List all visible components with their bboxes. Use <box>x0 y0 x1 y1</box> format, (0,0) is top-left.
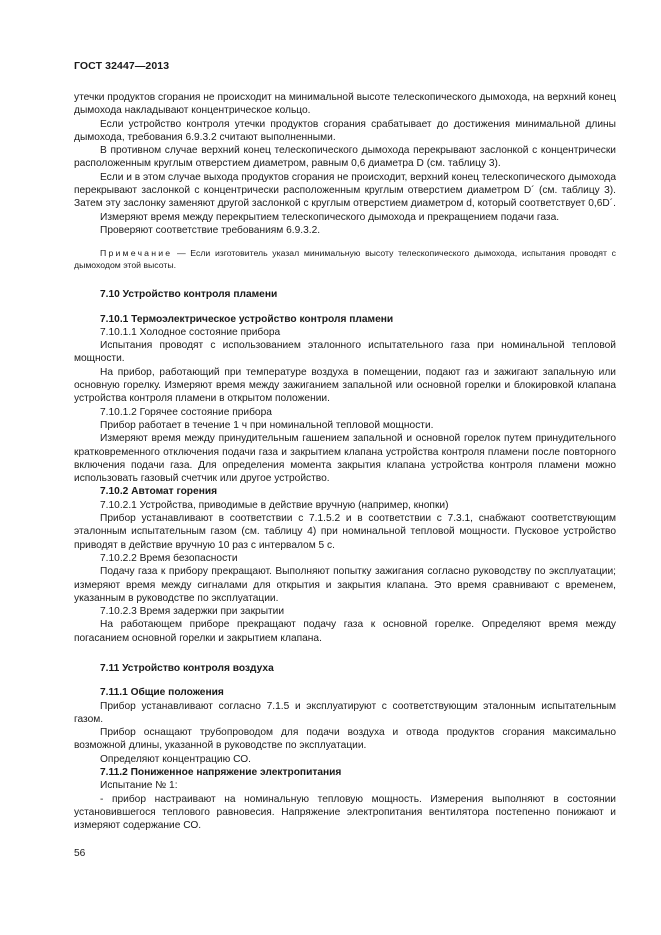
paragraph: Если и в этом случае выхода продуктов сгорания не происходит, верхний конец телескопического дымохода перекрывают заслонкой с концентрически расположенным круглым отверстием диаметром D´ (см. таблицу 3). Затем эту заслонку заменяют другой заслонкой с круглым отверстием диаметром d, который соответствует 0,6D´. <box>74 171 616 210</box>
subsection-heading: 7.10.2 Автомат горения <box>100 486 218 498</box>
section-heading: 7.11 Устройство контроля воздуха <box>100 662 274 674</box>
document-body <box>74 91 616 833</box>
paragraph: - прибор настраивают на номинальную тепловую мощность. Измерения выполняют в состоянии установившегося теплового равновесия. Напряжение электропитания вентилятора постепенно понижают и измеряют содержание СО. <box>74 793 616 832</box>
paragraph: Подачу газа к прибору прекращают. Выполняют попытку зажигания согласно руководству по эксплуатации; измеряют время между сигналами для открытия и закрытия клапана. Это время сравнивают с временем, указанным в руководстве по эксплуатации. <box>74 566 616 604</box>
paragraph: Измеряют время между принудительным гашением запальной и основной горелок путем принудительного кратковременного отключения подачи газа и закрытием клапана устройства контроля пламени после повторного включения подачи газа. Для определения момента закрытия клапана устройства контроля пламени можно использовать газовый счетчик или другое устройство. <box>74 433 616 485</box>
clause-heading: 7.10.1.1 Холодное состояние прибора <box>100 326 281 338</box>
page-number: 56 <box>74 848 86 859</box>
paragraph: Испытание № 1: <box>100 780 178 792</box>
paragraph: Измеряют время между перекрытием телескопического дымохода и прекращением подачи газа. <box>100 211 560 223</box>
paragraph: Испытания проводят с использованием эталонного испытательного газа при номинальной тепловой мощности. <box>74 340 616 365</box>
subsection-heading: 7.10.1 Термоэлектрическое устройство контроля пламени <box>100 313 394 325</box>
paragraph: Прибор оснащают трубопроводом для подачи воздуха и отвода продуктов сгорания максимально возможной длины, указанной в руководстве по эксплуатации. <box>74 727 616 752</box>
paragraph: Прибор устанавливают в соответствии с 7.1.5.2 и в соответствии с 7.3.1, снабжают соответствующим эталонным испытательным газом (см. таблицу 4) при номинальной тепловой мощности. Пусковое устройство приводят в действие вручную 10 раз с интервалом 5 с. <box>74 513 616 551</box>
paragraph: Проверяют соответствие требованиям 6.9.3.2. <box>100 224 321 236</box>
note-text: — Если изготовитель указал минимальную высоту телескопического дымохода, испытания проводят с дымоходом этой высоты. <box>74 248 616 270</box>
clause-heading: 7.10.2.1 Устройства, приводимые в действие вручную (например, кнопки) <box>100 499 449 511</box>
paragraph: В противном случае верхний конец телескопического дымохода перекрывают заслонкой с концентрически расположенным круглым отверстием диаметром, равным 0,6 диаметра D (см. таблицу 3). <box>74 145 616 170</box>
subsection-heading: 7.11.1 Общие положения <box>100 687 224 699</box>
paragraph: На прибор, работающий при температуре воздуха в помещении, подают газ и зажигают запальную или основную горелку. Измеряют время между зажиганием запальной или основной горелки и блокировкой клапана устройства контроля пламени в открытом положении. <box>74 366 616 405</box>
paragraph: утечки продуктов сгорания не происходит на минимальной высоте телескопического дымохода, на верхний конец дымохода накладывают концентрическое кольцо. <box>74 92 616 117</box>
paragraph: На работающем приборе прекращают подачу газа к основной горелке. Определяют время между погасанием основной горелки и закрытием клапана. <box>74 619 616 644</box>
note <box>74 248 616 271</box>
section-heading: 7.10 Устройство контроля пламени <box>100 289 278 301</box>
paragraph: Прибор работает в течение 1 ч при номинальной тепловой мощности. <box>100 419 434 431</box>
clause-heading: 7.10.1.2 Горячее состояние прибора <box>100 406 272 418</box>
paragraph: Определяют концентрацию СО. <box>100 753 251 765</box>
document-header: ГОСТ 32447—2013 <box>74 60 170 72</box>
subsection-heading: 7.11.2 Пониженное напряжение электропитания <box>100 767 342 779</box>
paragraph: Если устройство контроля утечки продуктов сгорания срабатывает до достижения минимальной длины дымохода, требования 6.9.3.2 считают выполненными. <box>74 118 616 143</box>
clause-heading: 7.10.2.2 Время безопасности <box>100 552 238 564</box>
paragraph: Прибор устанавливают согласно 7.1.5 и эксплуатируют с соответствующим эталонным испытательным газом. <box>74 700 616 725</box>
note-label: Примечание <box>100 248 173 259</box>
clause-heading: 7.10.2.3 Время задержки при закрытии <box>100 606 285 618</box>
document-page <box>74 60 616 833</box>
